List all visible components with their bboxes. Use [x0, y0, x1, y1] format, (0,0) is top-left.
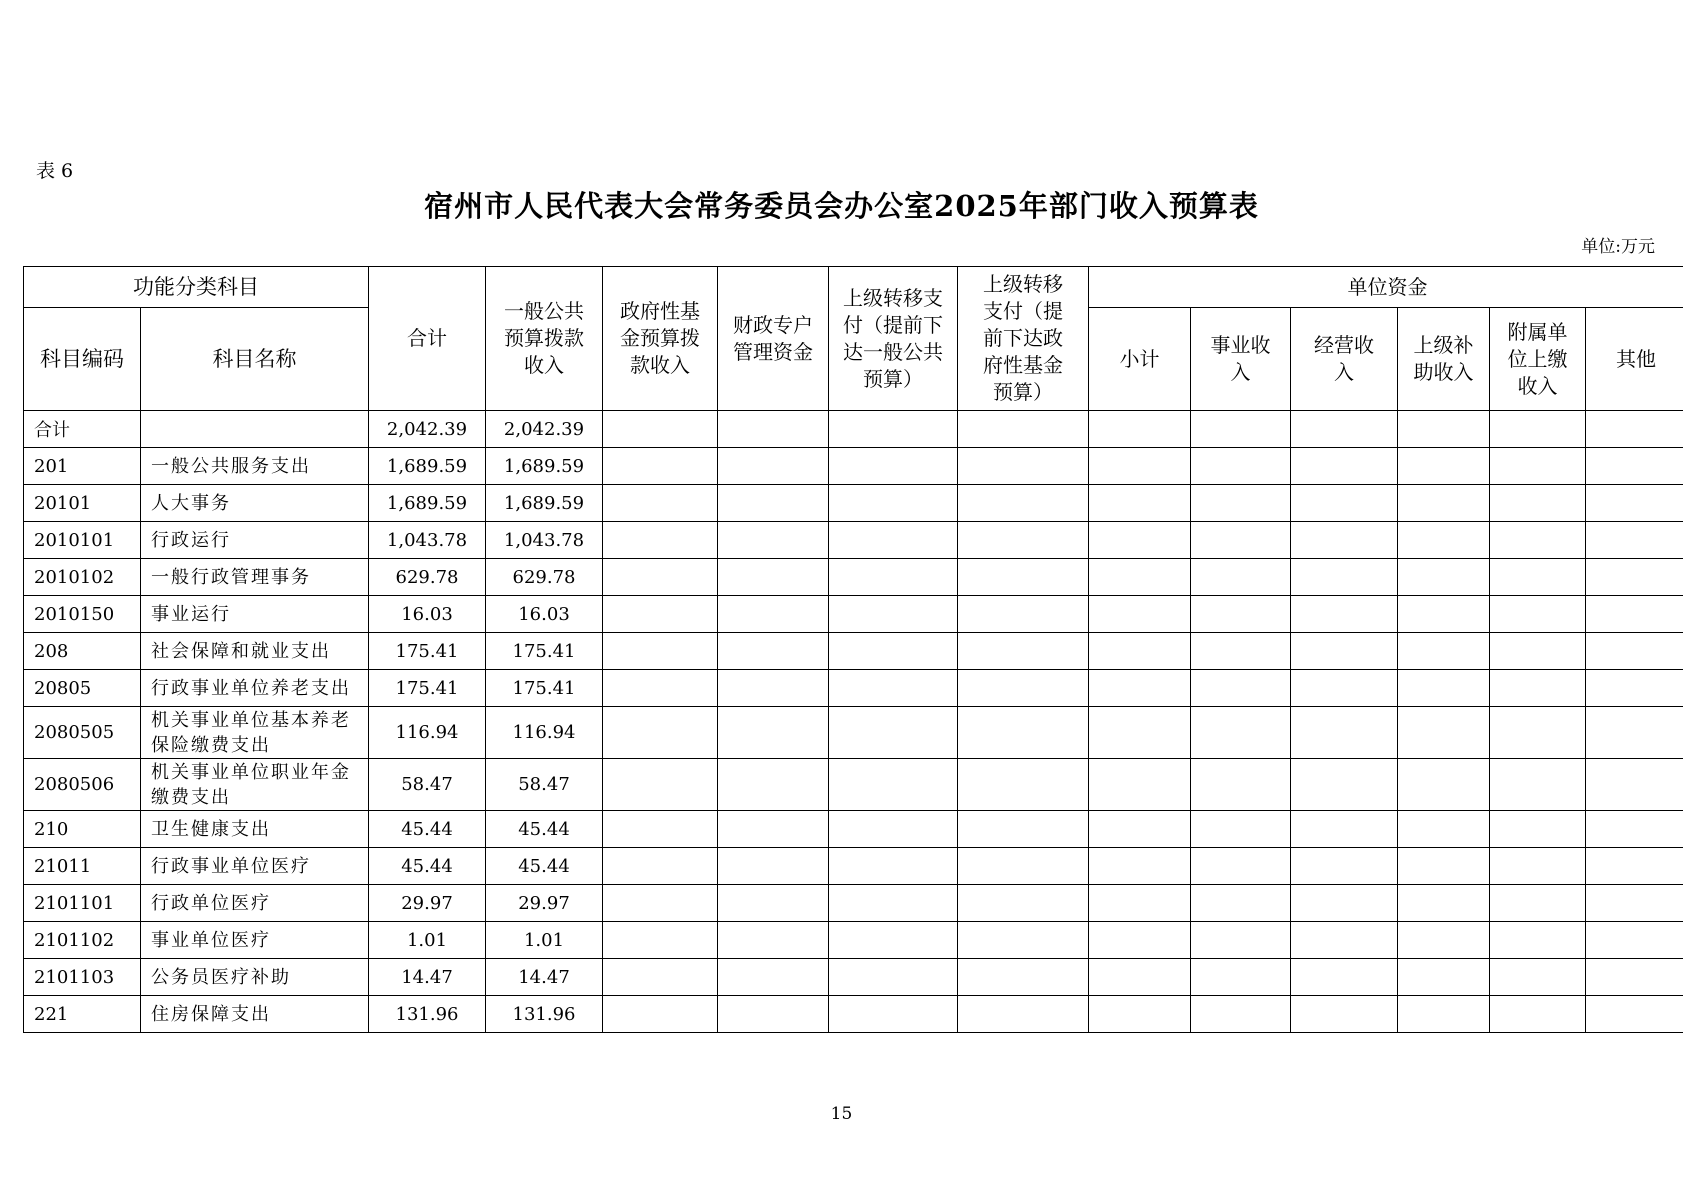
table-row	[24, 848, 1683, 885]
row-general: 175.41	[486, 633, 603, 670]
table-row	[24, 448, 1683, 485]
row-name: 公务员医疗补助	[141, 959, 369, 996]
row-general: 1,689.59	[486, 448, 603, 485]
row-name: 社会保障和就业支出	[141, 633, 369, 670]
row-total: 629.78	[369, 559, 486, 596]
page-title: 宿州市人民代表大会常务委员会办公室2025年部门收入预算表	[424, 189, 1259, 223]
header-superior-subsidy: 上级补助收入	[1398, 308, 1490, 411]
row-name: 行政事业单位医疗	[141, 848, 369, 885]
header-operating-income: 经营收入	[1291, 308, 1398, 411]
row-code: 20805	[24, 670, 141, 707]
row-total: 45.44	[369, 811, 486, 848]
table-row	[24, 670, 1683, 707]
row-general: 45.44	[486, 848, 603, 885]
row-name: 行政运行	[141, 522, 369, 559]
header-subtotal: 小计	[1089, 308, 1191, 411]
table-row	[24, 922, 1683, 959]
row-total: 131.96	[369, 996, 486, 1033]
row-code: 21011	[24, 848, 141, 885]
header-other: 其他	[1586, 308, 1683, 411]
row-name: 人大事务	[141, 485, 369, 522]
table-row	[24, 522, 1683, 559]
row-total: 1,043.78	[369, 522, 486, 559]
row-general: 29.97	[486, 885, 603, 922]
row-general: 629.78	[486, 559, 603, 596]
row-general: 1.01	[486, 922, 603, 959]
row-name: 事业运行	[141, 596, 369, 633]
header-name: 科目名称	[141, 308, 369, 411]
row-name	[141, 411, 369, 448]
header-transfer-fund: 上级转移支付（提前下达政府性基金预算）	[958, 267, 1089, 411]
header-gov-fund: 政府性基金预算拨款收入	[603, 267, 718, 411]
row-total: 45.44	[369, 848, 486, 885]
row-general: 1,689.59	[486, 485, 603, 522]
table-row	[24, 633, 1683, 670]
row-code: 2010102	[24, 559, 141, 596]
row-total: 14.47	[369, 959, 486, 996]
row-total: 1.01	[369, 922, 486, 959]
row-general: 175.41	[486, 670, 603, 707]
row-code: 2101101	[24, 885, 141, 922]
header-general-budget: 一般公共预算拨款收入	[486, 267, 603, 411]
header-special-fund: 财政专户管理资金	[718, 267, 829, 411]
row-name: 行政单位医疗	[141, 885, 369, 922]
row-name: 一般公共服务支出	[141, 448, 369, 485]
row-code: 2080506	[24, 759, 141, 811]
table-row	[24, 959, 1683, 996]
row-code: 201	[24, 448, 141, 485]
header-total: 合计	[369, 267, 486, 411]
row-total: 1,689.59	[369, 448, 486, 485]
row-total: 2,042.39	[369, 411, 486, 448]
row-general: 16.03	[486, 596, 603, 633]
row-code: 20101	[24, 485, 141, 522]
row-general: 45.44	[486, 811, 603, 848]
row-name: 一般行政管理事务	[141, 559, 369, 596]
unit-label: 单位:万元	[1581, 237, 1655, 257]
row-total: 29.97	[369, 885, 486, 922]
table-row	[24, 885, 1683, 922]
row-code: 221	[24, 996, 141, 1033]
row-total: 175.41	[369, 670, 486, 707]
row-name: 机关事业单位职业年金缴费支出	[141, 759, 369, 811]
table-row	[24, 759, 1683, 811]
row-code: 210	[24, 811, 141, 848]
row-code: 2080505	[24, 707, 141, 759]
row-code: 2010150	[24, 596, 141, 633]
table-row	[24, 996, 1683, 1033]
table-row	[24, 811, 1683, 848]
row-general: 131.96	[486, 996, 603, 1033]
header-transfer-general: 上级转移支付（提前下达一般公共预算）	[829, 267, 958, 411]
row-code: 2010101	[24, 522, 141, 559]
header-func-class: 功能分类科目	[24, 267, 369, 308]
row-code: 2101102	[24, 922, 141, 959]
header-affiliated-income: 附属单位上缴收入	[1490, 308, 1586, 411]
row-name: 卫生健康支出	[141, 811, 369, 848]
row-total: 116.94	[369, 707, 486, 759]
row-name: 行政事业单位养老支出	[141, 670, 369, 707]
header-code: 科目编码	[24, 308, 141, 411]
budget-table	[23, 266, 1683, 1033]
row-general: 116.94	[486, 707, 603, 759]
table-row	[24, 411, 1683, 448]
row-total: 1,689.59	[369, 485, 486, 522]
row-code: 合计	[24, 411, 141, 448]
row-general: 58.47	[486, 759, 603, 811]
row-code: 2101103	[24, 959, 141, 996]
row-name: 住房保障支出	[141, 996, 369, 1033]
header-unit-funds: 单位资金	[1089, 267, 1683, 308]
row-total: 16.03	[369, 596, 486, 633]
row-name: 事业单位医疗	[141, 922, 369, 959]
table-label: 表 6	[36, 160, 74, 182]
table-row	[24, 707, 1683, 759]
row-general: 2,042.39	[486, 411, 603, 448]
table-row	[24, 559, 1683, 596]
row-total: 175.41	[369, 633, 486, 670]
row-general: 14.47	[486, 959, 603, 996]
header-business-income: 事业收入	[1191, 308, 1291, 411]
row-general: 1,043.78	[486, 522, 603, 559]
row-name: 机关事业单位基本养老保险缴费支出	[141, 707, 369, 759]
row-total: 58.47	[369, 759, 486, 811]
page-number: 15	[830, 1104, 853, 1124]
table-row	[24, 596, 1683, 633]
table-row	[24, 485, 1683, 522]
row-code: 208	[24, 633, 141, 670]
